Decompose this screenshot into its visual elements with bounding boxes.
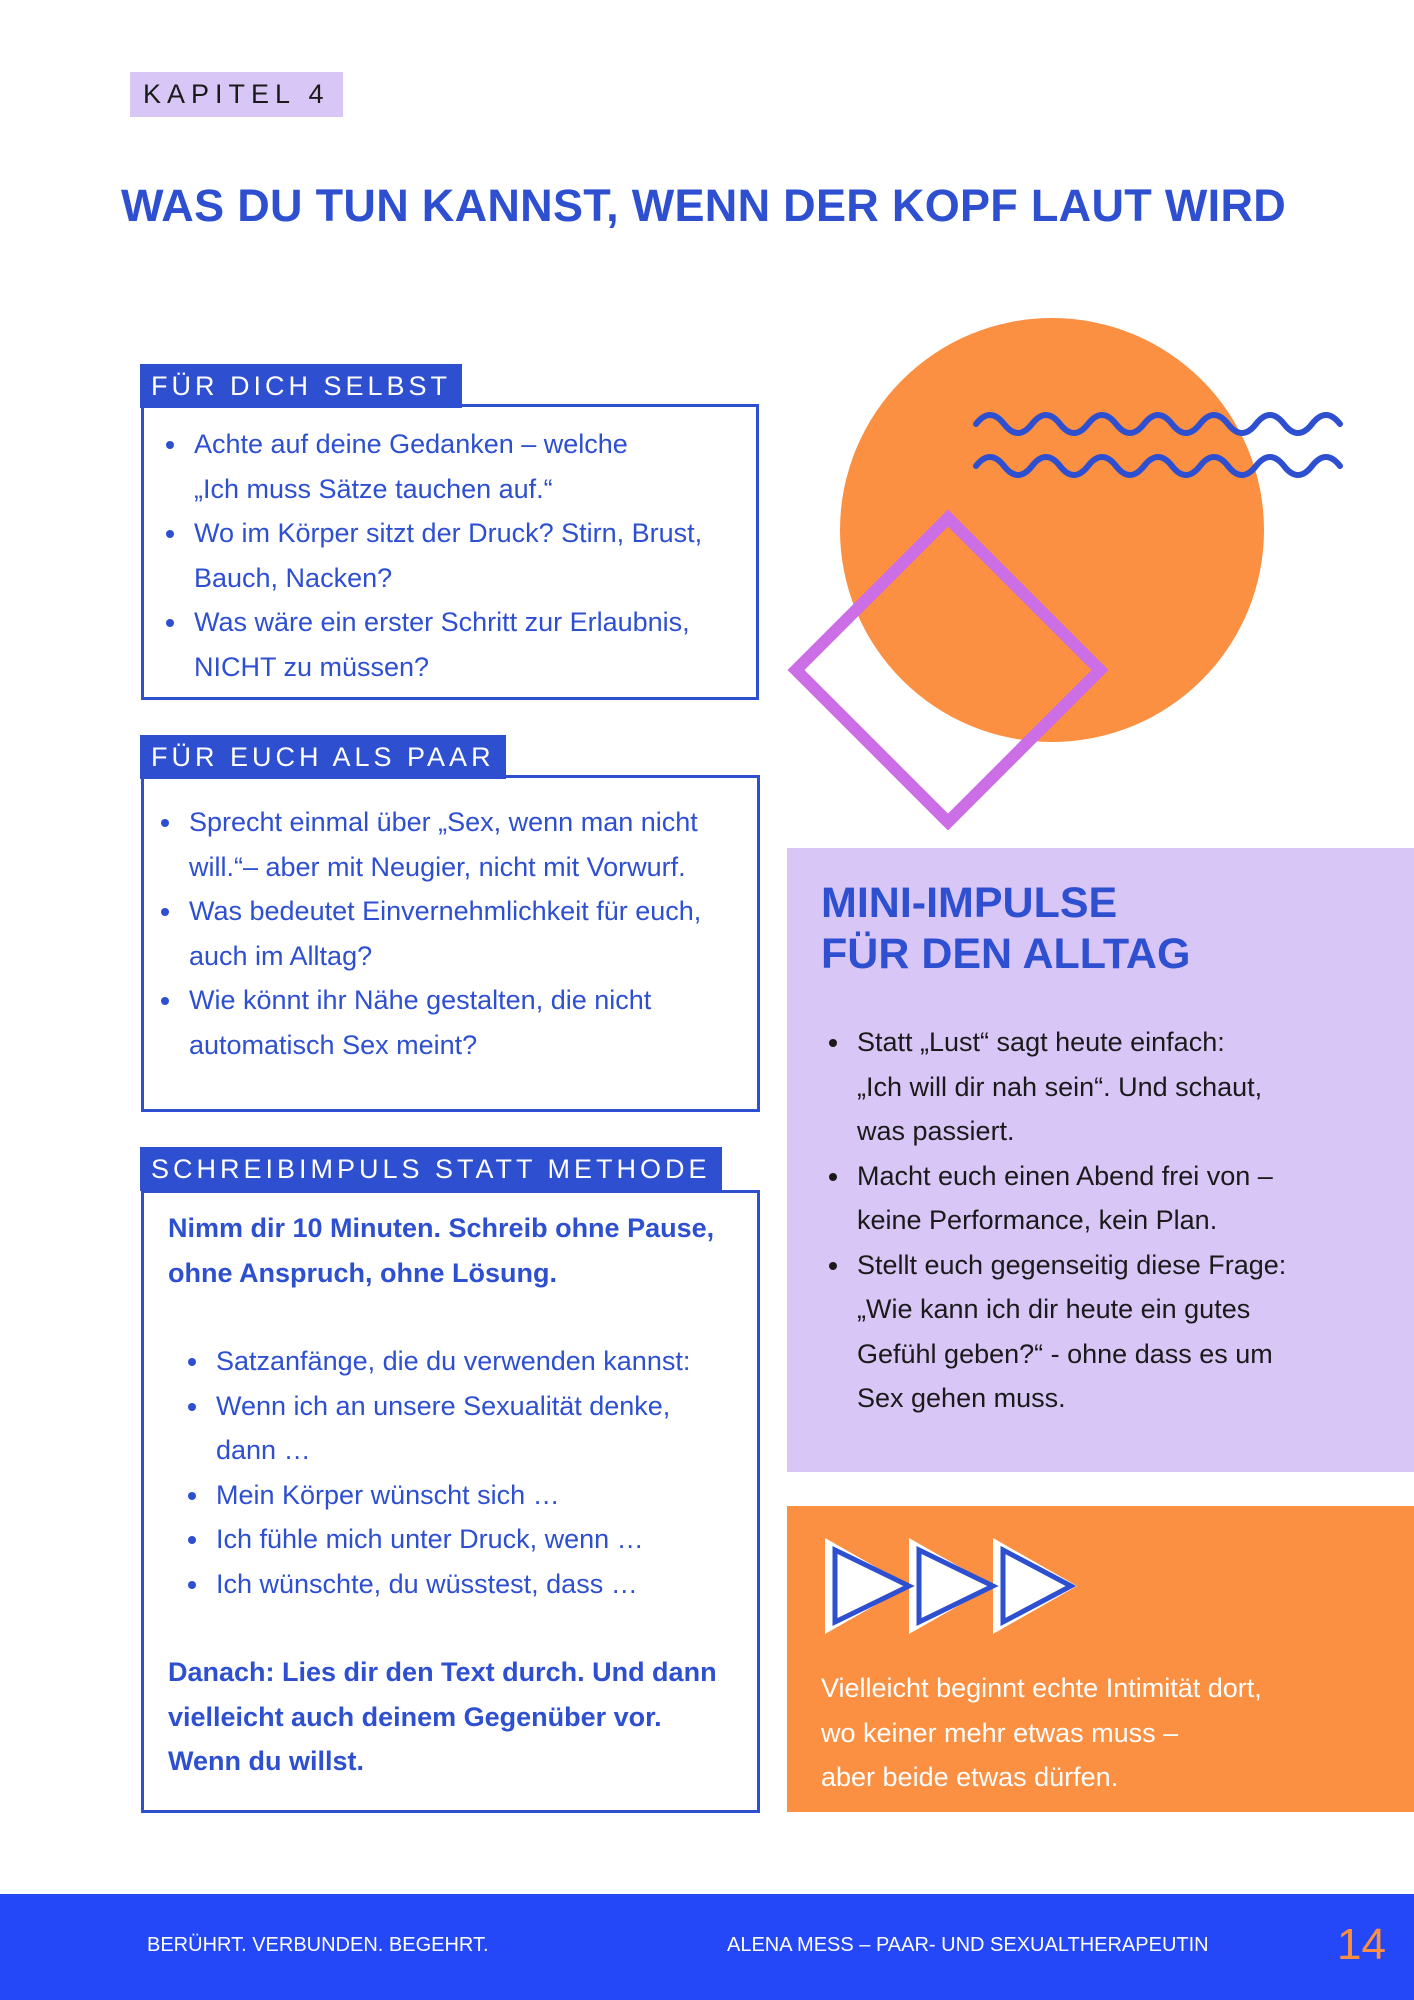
list-item: Stellt euch gegenseitig diese Frage: „Wie kann ich dir heute ein gutes Gefühl geben?“ - ohne dass es um Sex gehen muss. (857, 1243, 1380, 1421)
footer (0, 1894, 1414, 2000)
writing-intro: Nimm dir 10 Minuten. Schreib ohne Pause, ohne Anspruch, ohne Lösung. (168, 1213, 715, 1288)
mini-impulse-panel (787, 848, 1414, 1472)
list-item: Mein Körper wünscht sich … (216, 1473, 737, 1518)
list-item: Ich wünschte, du wüsstest, dass … (216, 1562, 737, 1607)
footer-author: ALENA MESS – PAAR- UND SEXUALTHERAPEUTIN (727, 1934, 1209, 1956)
couple-section-label: FÜR EUCH ALS PAAR (140, 735, 506, 779)
decorative-shapes (780, 300, 1380, 840)
self-section-box (141, 404, 759, 700)
couple-section-box (141, 775, 760, 1112)
list-item: Sprecht einmal über „Sex, wenn man nicht will.“– aber mit Neugier, nicht mit Vorwurf. (189, 800, 757, 889)
list-item: Statt „Lust“ sagt heute einfach: „Ich will dir nah sein“. Und schaut, was passiert. (857, 1020, 1380, 1154)
quote-text: Vielleicht beginnt echte Intimität dort, wo keiner mehr etwas muss – aber beide etwas dürfen. (821, 1673, 1262, 1792)
list-item: Wie könnt ihr Nähe gestalten, die nicht automatisch Sex meint? (189, 978, 757, 1067)
list-item: Satzanfänge, die du verwenden kannst: (216, 1339, 737, 1384)
writing-outro: Danach: Lies dir den Text durch. Und dann vielleicht auch deinem Gegenüber vor. Wenn du willst. (168, 1657, 717, 1776)
self-section-label: FÜR DICH SELBST (140, 364, 462, 408)
list-item: Was wäre ein erster Schritt zur Erlaubnis, NICHT zu müssen? (194, 600, 756, 689)
triangles-icon (821, 1530, 1081, 1660)
list-item: Wo im Körper sitzt der Druck? Stirn, Brust, Bauch, Nacken? (194, 511, 756, 600)
quote-panel (787, 1506, 1414, 1812)
list-item: Was bedeutet Einvernehmlichkeit für euch, auch im Alltag? (189, 889, 757, 978)
chapter-tag: KAPITEL 4 (130, 72, 343, 117)
list-item: Macht euch einen Abend frei von – keine Performance, kein Plan. (857, 1154, 1380, 1243)
orange-circle-shape (840, 318, 1264, 742)
page-number: 14 (1337, 1920, 1386, 1969)
mini-impulse-title: MINI-IMPULSE FÜR DEN ALLTAG (821, 879, 1191, 978)
footer-tagline: BERÜHRT. VERBUNDEN. BEGEHRT. (147, 1934, 489, 1956)
writing-section-box (141, 1190, 760, 1813)
list-item: Ich fühle mich unter Druck, wenn … (216, 1517, 737, 1562)
list-item: Wenn ich an unsere Sexualität denke, dann … (216, 1384, 737, 1473)
list-item: Achte auf deine Gedanken – welche „Ich muss Sätze tauchen auf.“ (194, 422, 756, 511)
page-title: WAS DU TUN KANNST, WENN DER KOPF LAUT WIRD (121, 180, 1287, 231)
writing-section-label: SCHREIBIMPULS STATT METHODE (140, 1147, 722, 1191)
